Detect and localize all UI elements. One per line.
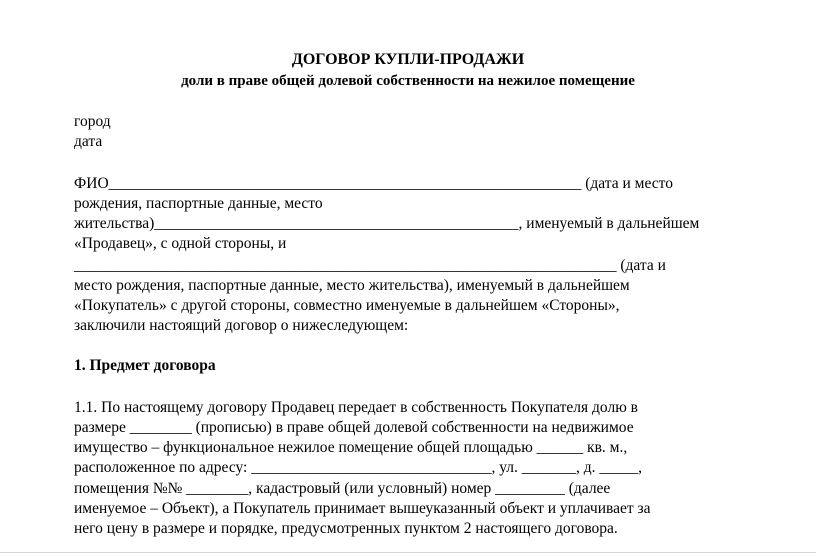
parties-line: ФИО_____________________________________________________________ (дата и место <box>74 175 673 192</box>
section-paragraph-line: него цену в размере и порядке, предусмотренных пунктом 2 настоящего договора. <box>74 520 618 537</box>
section-paragraph-line: именуемое – Объект), а Покупатель принимает вышеуказанный объект и уплачивает за <box>74 500 651 517</box>
parties-line: жительства)_______________________________________________, именуемый в дальнейшем <box>74 215 700 232</box>
section-paragraph-line: 1.1. По настоящему договору Продавец передает в собственность Покупателя долю в <box>74 399 638 416</box>
document-title: ДОГОВОР КУПЛИ-ПРОДАЖИ <box>291 51 525 68</box>
parties-line: заключили настоящий договор о нижеследующем: <box>74 317 409 334</box>
parties-line: «Продавец», с одной стороны, и <box>74 235 287 252</box>
parties-line: «Покупатель» с другой стороны, совместно именуемые в дальнейшем «Стороны», <box>74 297 620 314</box>
city-label: город <box>74 113 111 130</box>
date-label: дата <box>74 133 103 150</box>
document-subtitle: доли в праве общей долевой собственности на нежилое помещение <box>181 73 635 89</box>
parties-line: место рождения, паспортные данные, место жительства), именуемый в дальнейшем <box>74 277 630 294</box>
section-paragraph-line: помещения №№ ________, кадастровый (или условный) номер _________ (далее <box>74 480 611 497</box>
parties-line: рождения, паспортные данные, место <box>74 195 323 212</box>
parties-line: ______________________________________________________________________ (дата и <box>74 257 666 274</box>
section-paragraph-line: расположенное по адресу: _______________________________, ул. _______, д. _____, <box>74 459 643 476</box>
section-heading: 1. Предмет договора <box>74 357 216 374</box>
page-bottom-divider <box>0 552 816 553</box>
section-paragraph-line: размере ________ (прописью) в праве общей долевой собственности на недвижимое <box>74 419 634 436</box>
section-paragraph-line: имущество – функциональное нежилое помещение общей площадью ______ кв. м., <box>74 439 628 456</box>
